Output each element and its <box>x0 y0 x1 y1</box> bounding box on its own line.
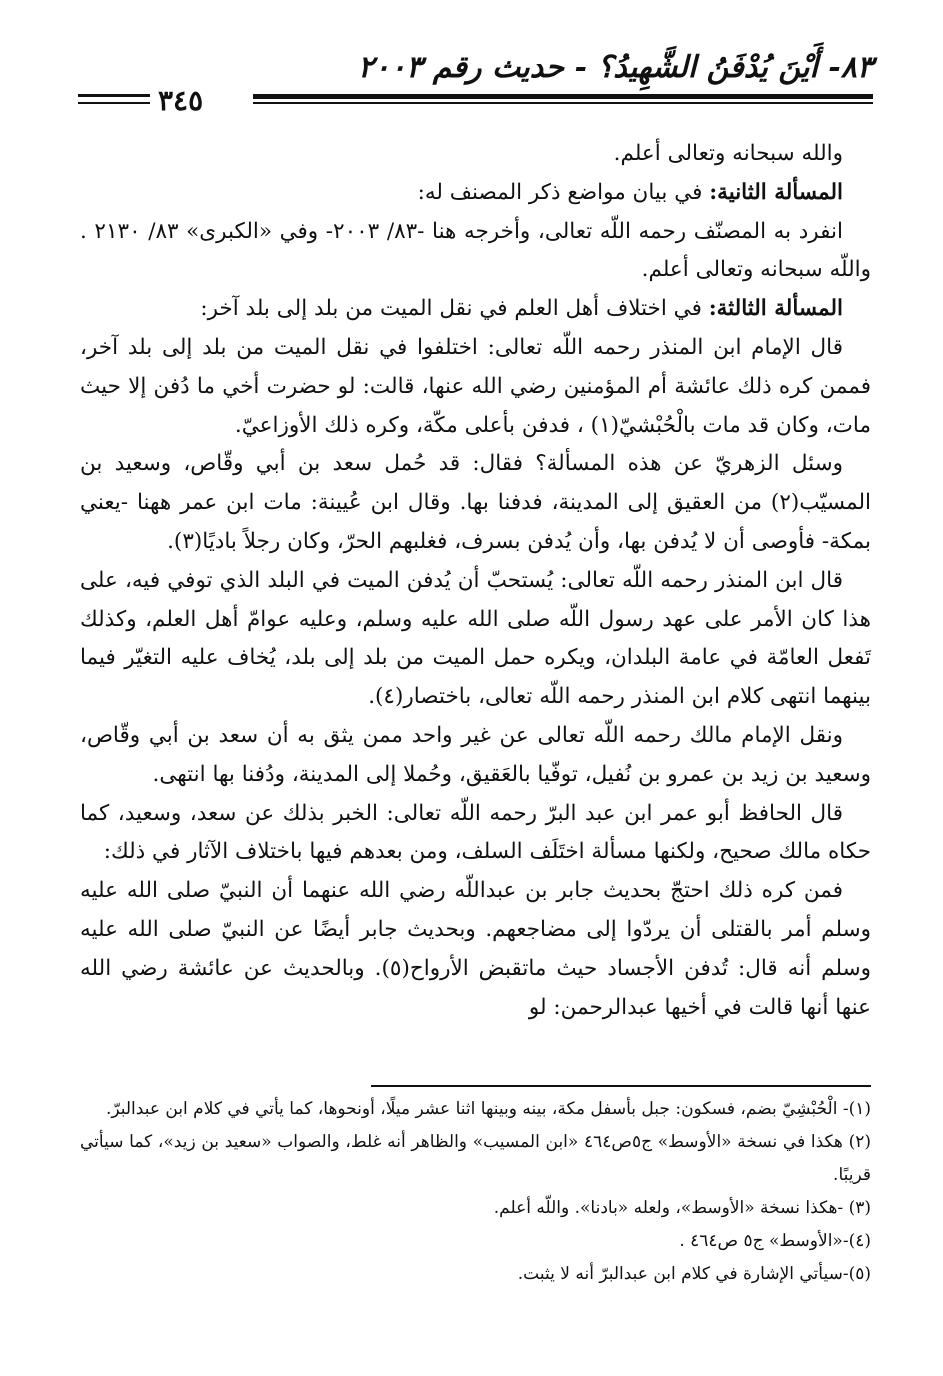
footnote: (١)- الْحُبْشِيّ بضم، فسكون: جبل بأسفل مكة، بينه وبينها اثنا عشر ميلًا، أونحوها، كما يأتي في كلام ابن عبدالبرّ. <box>105 1099 871 1119</box>
main-text <box>80 135 871 1027</box>
paragraph: انفرد به المصنّف رحمه اللّه تعالى، وأخرجه هنا -٨٣/ ٢٠٠٣- وفي «الكبرى» ٨٣/ ٢١٣٠ . واللّه سبحانه وتعالى أعلم. <box>80 218 871 283</box>
section-heading <box>80 290 871 329</box>
footnote: (٣) -هكذا نسخة «الأوسط»، ولعله «بادنا». واللّه أعلم. <box>493 1198 871 1218</box>
page-number: ٣٤٥ <box>158 84 204 117</box>
heading-text: في بيان مواضع ذكر المصنف له: <box>417 179 710 205</box>
paragraph: فمن كره ذلك احتجّ بحديث جابر بن عبداللّه رضي الله عنهما أن النبيّ صلى الله عليه وسلم أمر بالقتلى أن يردّوا إلى مضاجعهم. وبحديث جابر أيضًا عن النبيّ صلى الله عليه وسلم أنه قال: تُدفن الأجساد حيث ماتقبض الأرواح(٥). وبالحديث عن عائشة رضي الله عنها أنها قالت في أخيها عبدالرحمن: لو <box>80 878 871 1020</box>
paragraph: قال ابن المنذر رحمه اللّه تعالى: يُستحبّ أن يُدفن الميت في البلد الذي توفي فيه، على هذا كان الأمر على عهد رسول اللّه صلى الله عليه وسلم، وعليه عوامّ أهل العلم، وكذلك تَفعل العامّة في عامة البلدان، ويكره حمل الميت من بلد إلى بلد، يُخاف عليه التغيّر فيما بينهما انتهى كلام ابن المنذر رحمه اللّه تعالى، باختصار(٤). <box>80 567 871 710</box>
footnote: (٤)-«الأوسط» ج٥ ص٤٦٤ . <box>679 1231 871 1251</box>
paragraph: ونقل الإمام مالك رحمه اللّه تعالى عن غير واحد ممن يثق به أن سعد بن أبي وقّاص، وسعيد بن زيد بن عمرو بن نُفيل، توفّيا بالعَقيق، وحُملا إلى المدينة، ودُفنا بها انتهى. <box>80 722 871 787</box>
footnote-separator <box>371 1085 871 1087</box>
paragraph: وسئل الزهريّ عن هذه المسألة؟ فقال: قد حُمل سعد بن أبي وقّاص، وسعيد بن المسيّب(٢) من العقيق إلى المدينة، فدفنا بها. وقال ابن عُيينة: مات ابن عمر ههنا -يعني بمكة- فأوصى أن لا يُدفن بها، وأن يُدفن بسرف، فغلبهم الحرّ، وكان رجلاً باديًا(٣). <box>80 451 871 554</box>
paragraph: قال الإمام ابن المنذر رحمه اللّه تعالى: اختلفوا في نقل الميت من بلد إلى بلد آخر، فممن كره ذلك عائشة أم المؤمنين رضي الله عنها، قالت: لو حضرت أخي ما دُفن إلا حيث مات، وكان قد مات بالْحُبْشيّ(١) ، فدفن بأعلى مكّة، وكره ذلك الأوزاعيّ. <box>80 334 871 438</box>
running-title: ٨٣- أَيْنَ يُدْفَنُ الشَّهِيدُ؟ - حديث رقم ٢٠٠٣ <box>357 50 873 85</box>
page-number-rule <box>78 94 150 97</box>
section-heading <box>80 174 871 213</box>
footnote: (٢) هكذا في نسخة «الأوسط» ج٥ص٤٦٤ «ابن المسيب» والظاهر أنه غلط، والصواب «سعيد بن زيد»، كما سيأتي قريبًا. <box>80 1132 871 1185</box>
heading-label: المسألة الثالثة: <box>708 296 843 322</box>
header-rule-thick <box>253 94 873 99</box>
page-number-rule <box>78 102 150 104</box>
page-header <box>78 50 873 120</box>
footnote: (٥)-سيأتي الإشارة في كلام ابن عبدالبرّ أنه لا يثبت. <box>517 1264 871 1284</box>
paragraph: والله سبحانه وتعالى أعلم. <box>613 141 843 166</box>
header-rule-thin <box>253 102 873 104</box>
heading-label: المسألة الثانية: <box>709 179 843 205</box>
heading-text: في اختلاف أهل العلم في نقل الميت من بلد إلى بلد آخر: <box>200 296 709 322</box>
footnotes <box>80 1093 871 1291</box>
paragraph: قال الحافظ أبو عمر ابن عبد البرّ رحمه اللّه تعالى: الخبر بذلك عن سعد، وسعيد، كما حكاه مالك صحيح، ولكنها مسألة اختَلَف السلف، ومن بعدهم فيها باختلاف الآثار في ذلك: <box>80 800 871 865</box>
